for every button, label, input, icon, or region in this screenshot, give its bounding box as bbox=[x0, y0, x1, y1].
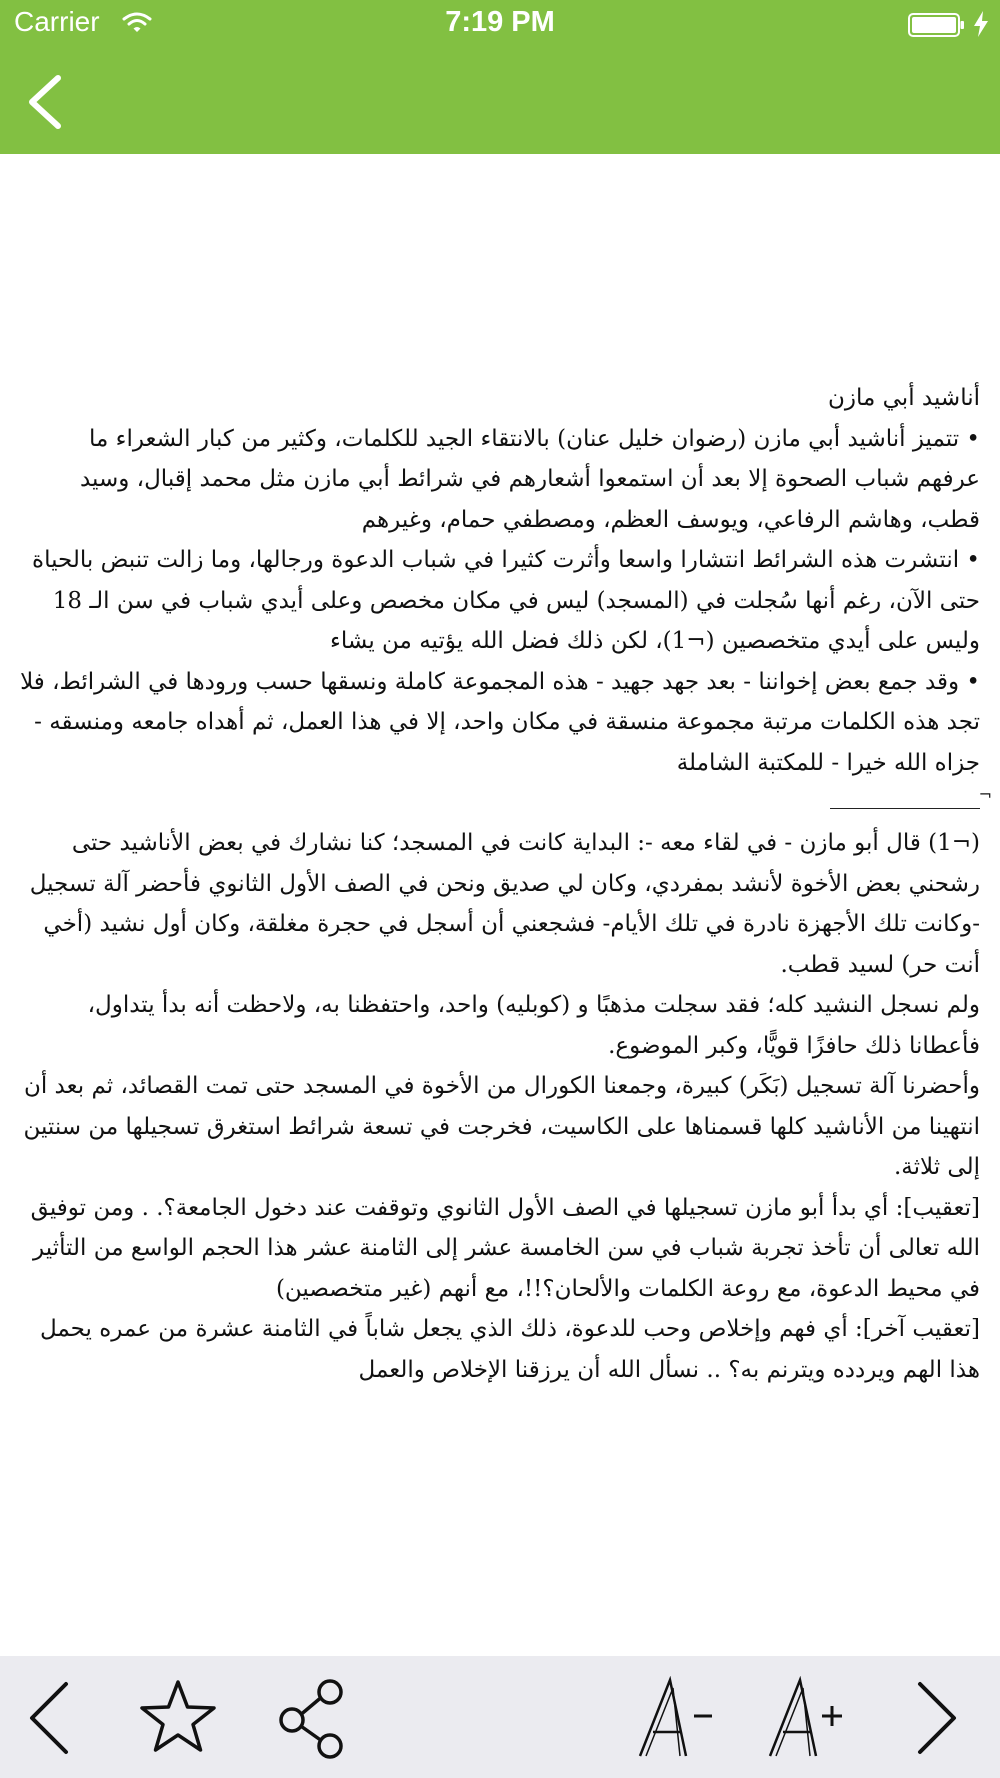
article-paragraph: • وقد جمع بعض إخواننا - بعد جهد جهيد - هذه المجموعة كاملة ونسقها حسب ورودها في الشرائط، فلا تجد هذه الكلمات مرتبة مجموعة منسقة في مكان واحد، إلا في هذا العمل، ثم أهداه جامعه ومنسقه - جزاه الله خيرا - للمكتبة الشاملة bbox=[20, 668, 980, 776]
chevron-left-icon bbox=[6, 1676, 90, 1760]
next-button[interactable] bbox=[896, 1676, 980, 1760]
previous-button[interactable] bbox=[6, 1676, 90, 1760]
chevron-right-icon bbox=[896, 1676, 980, 1760]
battery-icon bbox=[908, 12, 966, 38]
footnote-paragraph: [تعقيب]: أي بدأ أبو مازن تسجيلها في الصف الأول الثانوي وتوقفت عند دخول الجامعة؟. . ومن توفيق الله تعالى أن تأخذ تجربة شباب في سن الخامسة عشر إلى الثامنة عشر هذا الحجم الواسع من التأثير في محيط الدعوة، مع روعة الكلمات والألحان؟!!، مع أنهم (غير متخصصين) bbox=[30, 1194, 980, 1302]
article-title: أناشيد أبي مازن bbox=[828, 385, 980, 411]
bottom-toolbar bbox=[0, 1656, 1000, 1778]
footnote-marker: ¬ bbox=[978, 785, 992, 804]
footnote-paragraph: وأحضرنا آلة تسجيل (بَكَر) كبيرة، وجمعنا الكورال من الأخوة في المسجد حتى تمت القصائد، ثم بعد أن انتهينا من الأناشيد كلها قسمناها على الكاسيت، فخرجت في تسعة شرائط استغرق تسجيلها من سنتين إلى ثلاثة. bbox=[23, 1073, 980, 1180]
decrease-font-button[interactable] bbox=[636, 1676, 726, 1760]
carrier-label: Carrier bbox=[14, 6, 100, 37]
font-increase-icon bbox=[766, 1676, 856, 1760]
footnote-separator bbox=[830, 783, 992, 823]
article-paragraph: • تتميز أناشيد أبي مازن (رضوان خليل عنان) بالانتقاء الجيد للكلمات، وكثير من كبار الشعراء ما عرفهم شباب الصحوة إلا بعد أن استمعوا أشعارهم في شرائط أبي مازن مثل محمد إقبال، وسيد قطب، وهاشم الرفاعي، ويوسف العظم، ومصطفي حمام، وغيرهم bbox=[79, 425, 980, 533]
favorite-button[interactable] bbox=[136, 1676, 220, 1760]
share-icon bbox=[270, 1676, 354, 1760]
charging-bolt-icon bbox=[972, 10, 990, 38]
chevron-left-icon bbox=[20, 68, 80, 136]
status-time: 7:19 PM bbox=[445, 6, 555, 38]
font-decrease-icon bbox=[636, 1676, 726, 1760]
star-icon bbox=[136, 1676, 220, 1760]
status-bar bbox=[0, 0, 1000, 50]
share-button[interactable] bbox=[270, 1676, 354, 1760]
footnote-rule-line bbox=[830, 808, 980, 809]
footnote-paragraph: ولم نسجل النشيد كله؛ فقد سجلت مذهبًا و (كوبليه) واحد، واحتفظنا به، ولاحظت أنه بدأ يتداول، فأعطانا ذلك حافزًا قويًّا، وكبر الموضوع. bbox=[87, 992, 980, 1059]
footnote-paragraph: [تعقيب آخر]: أي فهم وإخلاص وحب للدعوة، ذلك الذي يجعل شاباً في الثامنة عشرة من عمره يحمل هذا الهم ويردده ويترنم به؟ .. نسأل الله أن يرزقنا الإخلاص والعمل bbox=[39, 1316, 980, 1383]
back-button[interactable] bbox=[20, 68, 80, 136]
footnote-paragraph: (¬1) قال أبو مازن - في لقاء معه -: البداية كانت في المسجد؛ كنا نشارك في بعض الأناشيد حتى رشحني بعض الأخوة لأنشد بمفردي، وكان لي صديق ونحن في الصف الأول الثانوي فأحضر آلة تسجيل -وكانت تلك الأجهزة نادرة في تلك الأيام- فشجعني أن أسجل في حجرة مغلقة، وكان أول نشيد (أخي أنت حر) لسيد قطب. bbox=[29, 830, 980, 978]
article-paragraph: • انتشرت هذه الشرائط انتشارا واسعا وأثرت كثيرا في شباب الدعوة ورجالها، وما زالت تنبض بالحياة حتى الآن، رغم أنها سُجلت في (المسجد) ليس في مكان مخصص وعلى أيدي شباب في سن الـ 18 وليس على أيدي متخصصين (¬1)، لكن ذلك فضل الله يؤتيه من يشاء bbox=[32, 547, 980, 654]
increase-font-button[interactable] bbox=[766, 1676, 856, 1760]
article-body bbox=[20, 378, 992, 1390]
header-bar bbox=[0, 0, 1000, 154]
